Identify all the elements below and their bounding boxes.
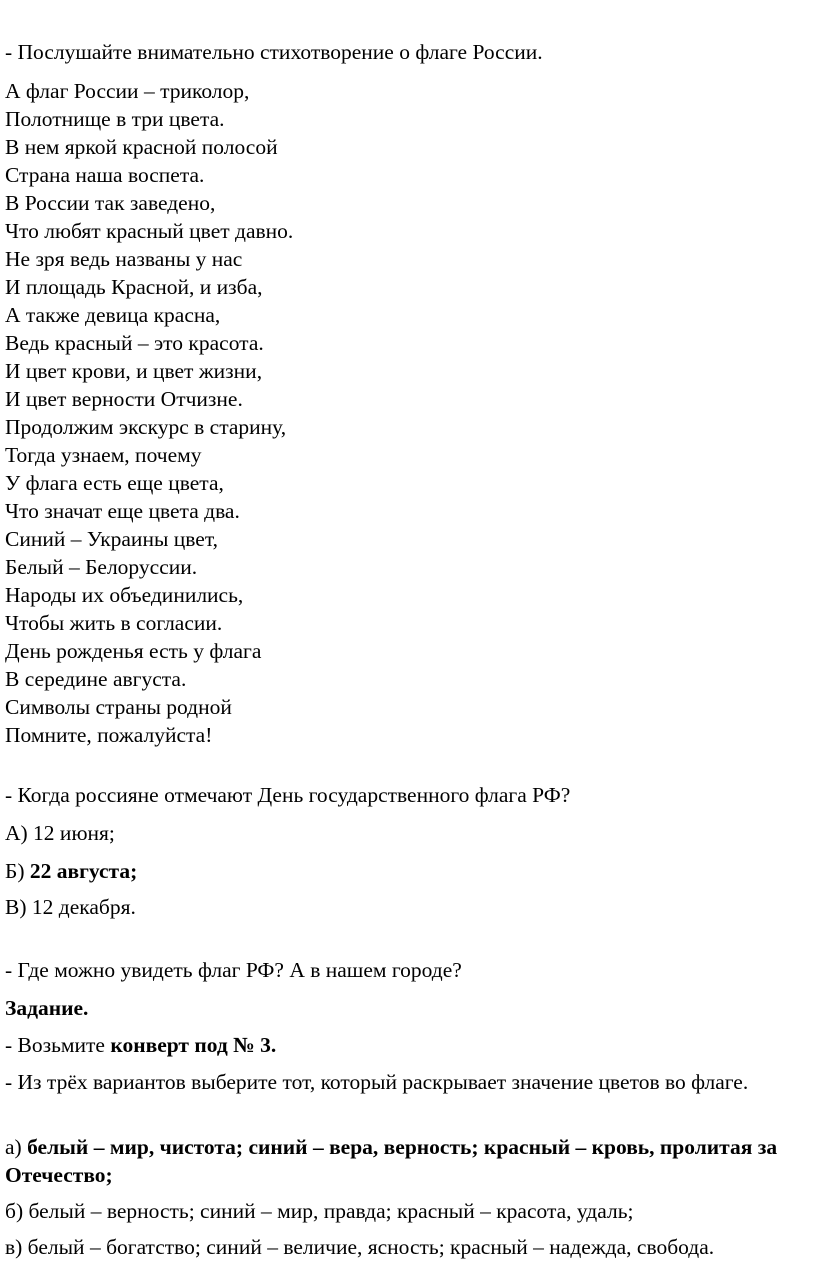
poem-line: Что любят красный цвет давно.	[5, 219, 294, 243]
answer-b	[5, 857, 137, 885]
poem-line: Белый – Белоруссии.	[5, 555, 198, 579]
question-where-flag: - Где можно увидеть флаг РФ? А в нашем городе?	[5, 958, 462, 982]
task-title	[5, 994, 88, 1022]
option-a	[5, 1133, 795, 1189]
poem-line: А также девица красна,	[5, 303, 221, 327]
poem-line: Помните, пожалуйста!	[5, 723, 213, 747]
poem-line: Народы их объединились,	[5, 583, 244, 607]
answer-b-correct: 22 августа;	[29, 859, 138, 883]
answer-b-prefix: Б)	[5, 859, 30, 883]
poem-line: Страна наша воспета.	[5, 163, 205, 187]
poem-line: И цвет крови, и цвет жизни,	[5, 359, 263, 383]
task-choose: - Из трёх вариантов выберите тот, который раскрывает значение цветов во флаге.	[5, 1070, 749, 1094]
poem-line: Чтобы жить в согласии.	[5, 611, 223, 635]
task-title-text: Задание.	[5, 996, 89, 1020]
intro-line: - Послушайте внимательно стихотворение о флаге России.	[5, 40, 543, 64]
poem-line: День рожденья есть у флага	[5, 639, 262, 663]
poem	[5, 77, 293, 749]
task-take-envelope	[5, 1031, 276, 1059]
poem-line: Тогда узнаем, почему	[5, 443, 202, 467]
poem-line: Символы страны родной	[5, 695, 232, 719]
option-a-text: белый – мир, чистота; синий – вера, верность; красный – кровь, пролитая за Отечество;	[5, 1135, 778, 1187]
answer-c: В) 12 декабря.	[5, 895, 136, 919]
poem-line: Что значат еще цвета два.	[5, 499, 240, 523]
poem-line: Синий – Украины цвет,	[5, 527, 218, 551]
task-take-envelope-number: конверт под № 3.	[110, 1033, 277, 1057]
poem-line: В нем яркой красной полосой	[5, 135, 278, 159]
option-c: в) белый – богатство; синий – величие, ясность; красный – надежда, свобода.	[5, 1235, 715, 1259]
question-flag-day: - Когда россияне отмечают День государственного флага РФ?	[5, 783, 571, 807]
poem-line: Продолжим экскурс в старину,	[5, 415, 287, 439]
poem-line: У флага есть еще цвета,	[5, 471, 224, 495]
poem-line: И цвет верности Отчизне.	[5, 387, 243, 411]
poem-line: Не зря ведь названы у нас	[5, 247, 243, 271]
poem-line: И площадь Красной, и изба,	[5, 275, 263, 299]
poem-line: Ведь красный – это красота.	[5, 331, 264, 355]
poem-line: Полотнище в три цвета.	[5, 107, 225, 131]
poem-line: А флаг России – триколор,	[5, 79, 250, 103]
option-a-prefix: а)	[5, 1135, 28, 1159]
poem-line: В середине августа.	[5, 667, 187, 691]
poem-line: В России так заведено,	[5, 191, 216, 215]
option-b: б) белый – верность; синий – мир, правда; красный – красота, удаль;	[5, 1199, 634, 1223]
answer-a: А) 12 июня;	[5, 821, 115, 845]
task-take-prefix: - Возьмите	[5, 1033, 111, 1057]
